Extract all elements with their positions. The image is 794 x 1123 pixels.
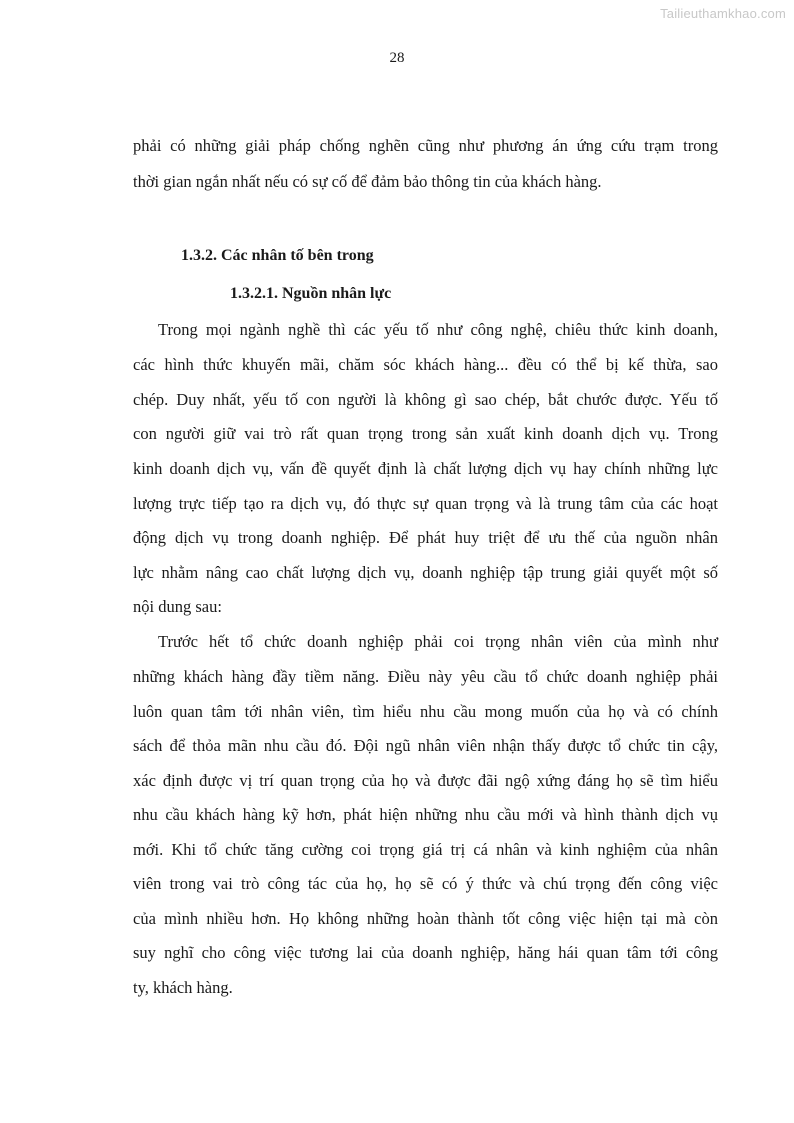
paragraph-line: của mình nhiều hơn. Họ không những hoàn thành tốt công việc hiện tại mà còn — [133, 909, 718, 928]
paragraph-line: xác định được vị trí quan trọng của họ và được đãi ngộ xứng đáng họ sẽ tìm hiểu — [133, 771, 718, 790]
paragraph-line: luôn quan tâm tới nhân viên, tìm hiểu nhu cầu mong muốn của họ và có chính — [133, 702, 718, 721]
subsection-heading: 1.3.2.1. Nguồn nhân lực — [230, 285, 392, 302]
paragraph-line: Trước hết tổ chức doanh nghiệp phải coi trọng nhân viên của mình như — [158, 632, 718, 651]
paragraph-line: chép. Duy nhất, yếu tố con người là không gì sao chép, bắt chước được. Yếu tố — [133, 390, 718, 409]
paragraph-line: con người giữ vai trò rất quan trọng trong sản xuất kinh doanh dịch vụ. Trong — [133, 424, 718, 443]
intro-line: phải có những giải pháp chống nghẽn cũng như phương án ứng cứu trạm trong — [133, 136, 718, 155]
paragraph-line: nhu cầu khách hàng kỹ hơn, phát hiện những nhu cầu mới và hình thành dịch vụ — [133, 805, 718, 824]
paragraph-line: các hình thức khuyến mãi, chăm sóc khách hàng... đều có thể bị kế thừa, sao — [133, 355, 718, 374]
paragraph-line: suy nghĩ cho công việc tương lai của doanh nghiệp, hăng hái quan tâm tới công — [133, 943, 718, 962]
paragraph-line: kinh doanh dịch vụ, vấn đề quyết định là chất lượng dịch vụ hay chính những lực — [133, 459, 718, 478]
section-heading: 1.3.2. Các nhân tố bên trong — [181, 247, 374, 264]
paragraph-line: sách để thỏa mãn nhu cầu đó. Đội ngũ nhân viên nhận thấy được tổ chức tin cậy, — [133, 736, 718, 755]
page-number: 28 — [389, 50, 405, 66]
paragraph-line: động dịch vụ trong doanh nghiệp. Để phát huy triệt để ưu thế của nguồn nhân — [133, 528, 718, 547]
paragraph-line: Trong mọi ngành nghề thì các yếu tố như công nghệ, chiêu thức kinh doanh, — [158, 320, 718, 339]
paragraph-line: viên trong vai trò công tác của họ, họ sẽ có ý thức và chú trọng đến công việc — [133, 874, 718, 893]
paragraph-line: lượng trực tiếp tạo ra dịch vụ, đó thực sự quan trọng và là trung tâm của các hoạt — [133, 494, 718, 513]
paragraph-line: nội dung sau: — [133, 597, 222, 616]
paragraph-line: ty, khách hàng. — [133, 978, 233, 997]
intro-line: thời gian ngắn nhất nếu có sự cố để đảm bảo thông tin của khách hàng. — [133, 172, 602, 191]
paragraph-line: những khách hàng đầy tiềm năng. Điều này yêu cầu tổ chức doanh nghiệp phải — [133, 667, 718, 686]
paragraph-line: mới. Khi tổ chức tăng cường coi trọng giá trị cá nhân và kinh nghiệm của nhân — [133, 840, 718, 859]
paragraph-line: lực nhằm nâng cao chất lượng dịch vụ, doanh nghiệp tập trung giải quyết một số — [133, 563, 718, 582]
watermark: Tailieuthamkhao.com — [660, 6, 786, 21]
